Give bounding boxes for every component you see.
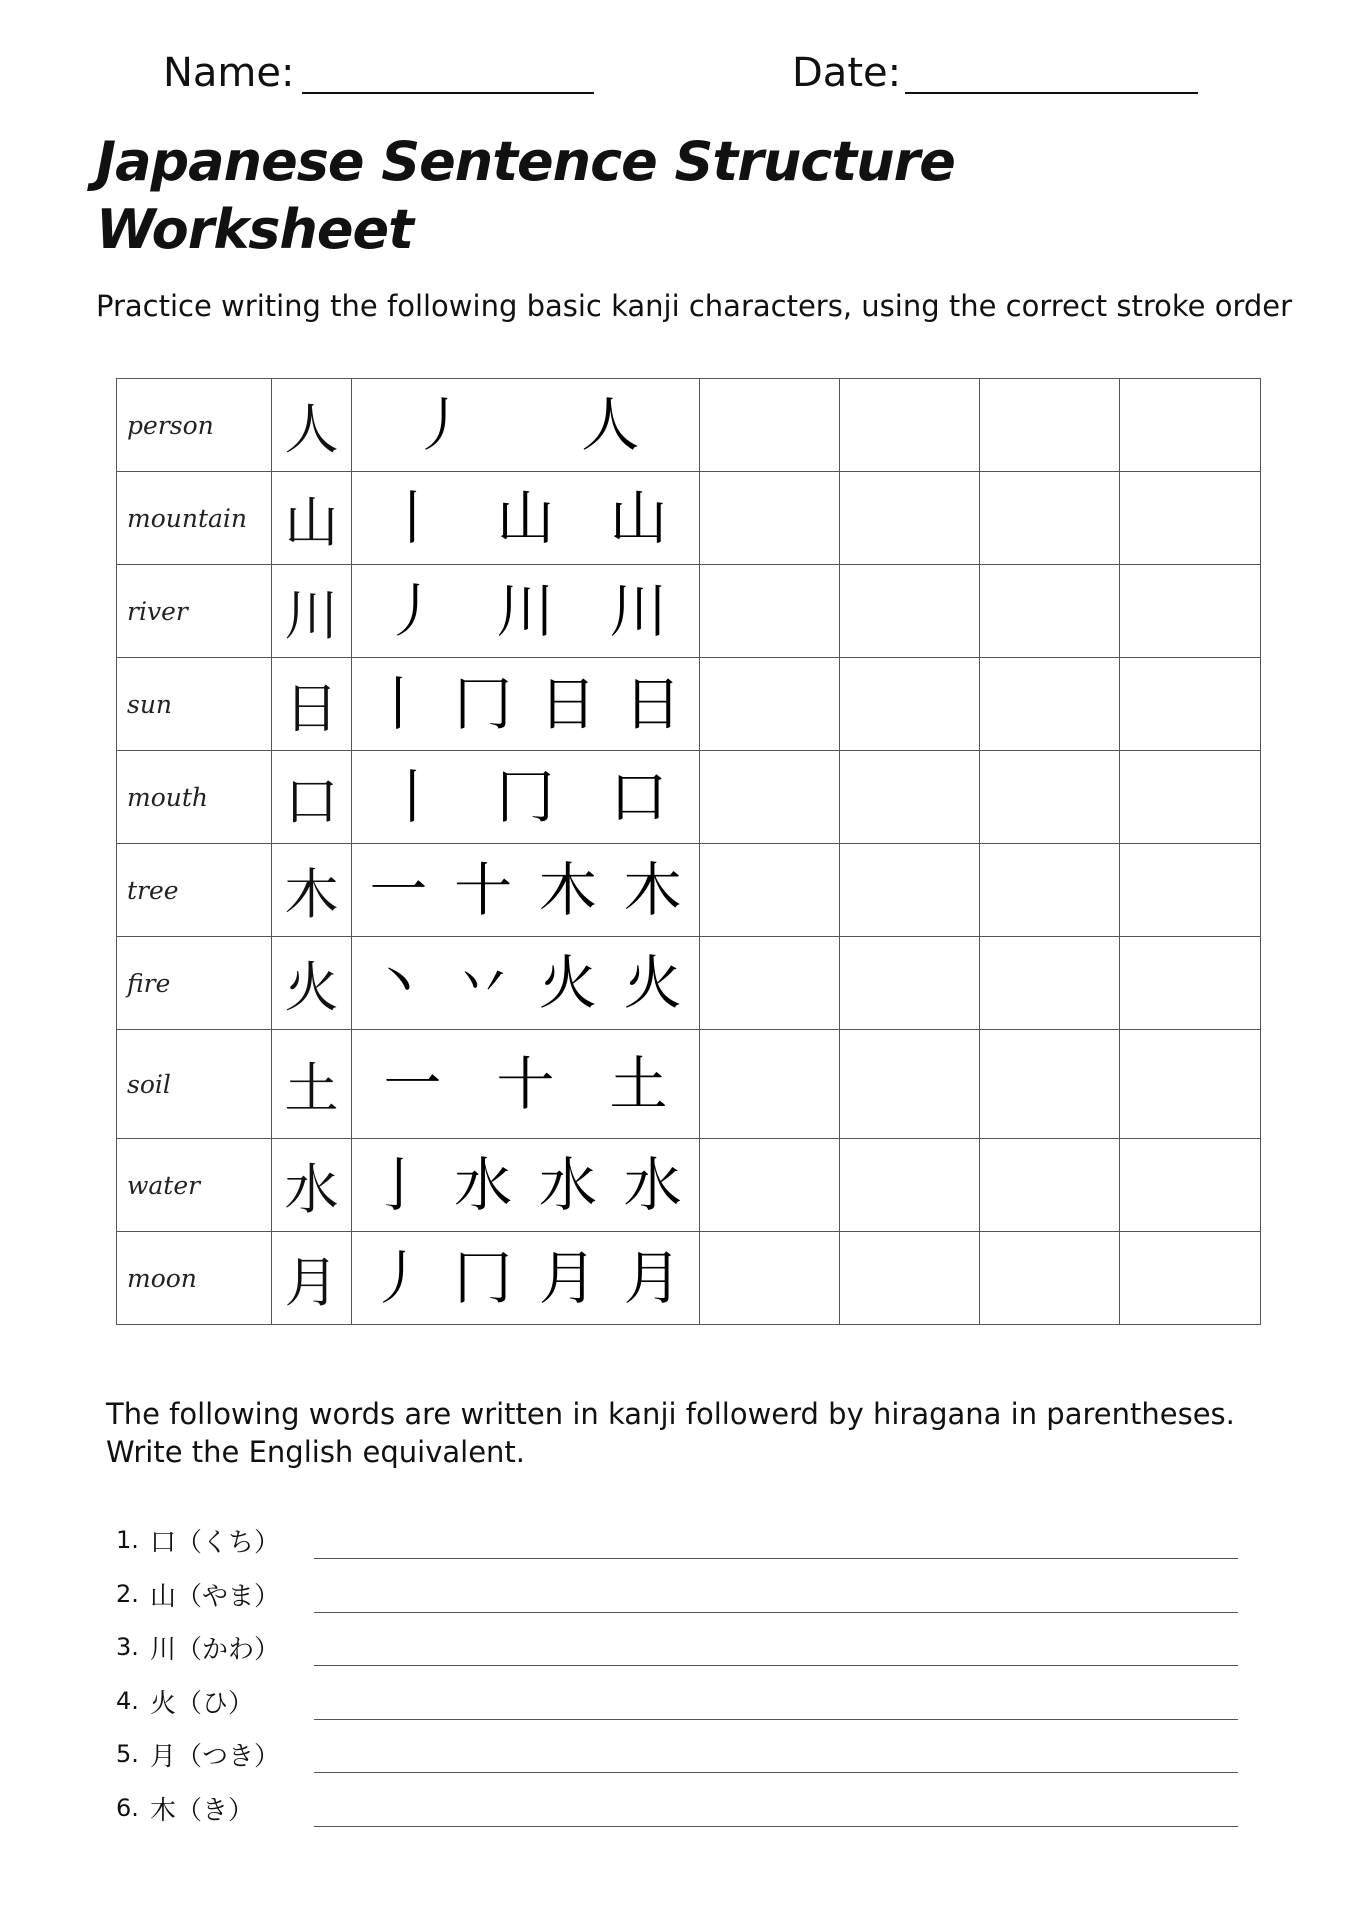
stroke-step: 水 [623, 1151, 682, 1219]
practice-cell[interactable] [700, 1232, 840, 1325]
stroke-step: 一 [383, 1050, 442, 1118]
stroke-step: 火 [538, 949, 597, 1017]
kanji-row [117, 658, 1261, 751]
answer-line[interactable] [314, 1612, 1238, 1613]
stroke-order-steps [352, 391, 699, 459]
practice-cell[interactable] [840, 658, 980, 751]
stroke-order-cell [352, 751, 700, 844]
stroke-order-steps [352, 577, 699, 645]
answer-line[interactable] [314, 1665, 1238, 1666]
stroke-step: 口 [609, 763, 668, 831]
quiz-item [116, 1786, 1246, 1840]
stroke-step: 土 [609, 1050, 668, 1118]
kanji-row [117, 1030, 1261, 1139]
practice-cell[interactable] [1120, 751, 1261, 844]
practice-cell[interactable] [980, 472, 1120, 565]
answer-line[interactable] [314, 1558, 1238, 1559]
quiz-number: 3. [116, 1633, 139, 1661]
practice-cell[interactable] [840, 379, 980, 472]
kanji-meaning: mouth [117, 751, 272, 844]
quiz-item [116, 1679, 1246, 1733]
stroke-step: 月 [538, 1244, 597, 1312]
kanji-meaning: water [117, 1139, 272, 1232]
practice-cell[interactable] [1120, 1030, 1261, 1139]
stroke-order-cell [352, 844, 700, 937]
practice-cell[interactable] [980, 844, 1120, 937]
kanji-character: 水 [272, 1139, 352, 1232]
stroke-step: 丶 [369, 949, 428, 1017]
practice-cell[interactable] [840, 1232, 980, 1325]
kanji-meaning: mountain [117, 472, 272, 565]
kanji-row [117, 1139, 1261, 1232]
practice-cell[interactable] [700, 1139, 840, 1232]
practice-cell[interactable] [980, 658, 1120, 751]
kanji-row [117, 379, 1261, 472]
stroke-step: 川 [496, 577, 555, 645]
practice-cell[interactable] [700, 1030, 840, 1139]
practice-cell[interactable] [700, 751, 840, 844]
practice-cell[interactable] [980, 379, 1120, 472]
stroke-order-steps [352, 763, 699, 831]
stroke-step: 木 [538, 856, 597, 924]
stroke-step: 日 [623, 670, 682, 738]
practice-cell[interactable] [980, 937, 1120, 1030]
stroke-order-cell [352, 565, 700, 658]
quiz-item [116, 1518, 1246, 1572]
stroke-order-steps [352, 856, 699, 924]
quiz-number: 4. [116, 1686, 139, 1715]
kanji-row [117, 472, 1261, 565]
quiz-word: 口（くち） [150, 1528, 281, 1558]
quiz-number: 5. [116, 1740, 139, 1768]
header-row [0, 48, 1358, 108]
stroke-step: 山 [609, 484, 668, 552]
instruction-text-2: The following words are written in kanji followerd by hiragana in parentheses. Write the English equivalent. [106, 1397, 1235, 1469]
practice-cell[interactable] [1120, 937, 1261, 1030]
stroke-step: 冂 [454, 1244, 513, 1312]
quiz-number: 2. [116, 1579, 139, 1608]
stroke-step: 月 [623, 1244, 682, 1312]
stroke-step: 丨 [369, 670, 428, 738]
name-label: Name: [163, 50, 295, 96]
quiz-word: 月（つき） [150, 1742, 281, 1772]
stroke-step: 丿 [411, 391, 470, 459]
answer-line[interactable] [314, 1826, 1238, 1827]
kanji-meaning: fire [117, 937, 272, 1030]
kanji-meaning: sun [117, 658, 272, 751]
stroke-step: 川 [609, 577, 668, 645]
instruction-text-1: Practice writing the following basic kanji characters, using the correct stroke order [96, 289, 1293, 323]
quiz-word: 山（やま） [150, 1581, 281, 1612]
kanji-character: 土 [272, 1030, 352, 1139]
practice-cell[interactable] [980, 1232, 1120, 1325]
stroke-order-cell [352, 379, 700, 472]
stroke-step: 丷 [454, 949, 513, 1017]
stroke-order-cell [352, 472, 700, 565]
practice-cell[interactable] [980, 565, 1120, 658]
translation-quiz-list [116, 1518, 1246, 1839]
kanji-meaning: tree [117, 844, 272, 937]
quiz-number: 6. [116, 1793, 139, 1822]
quiz-item [116, 1572, 1246, 1626]
kanji-meaning: person [117, 379, 272, 472]
practice-cell[interactable] [980, 1030, 1120, 1139]
practice-cell[interactable] [840, 472, 980, 565]
kanji-row [117, 937, 1261, 1030]
stroke-step: 丨 [383, 484, 442, 552]
practice-cell[interactable] [700, 658, 840, 751]
practice-cell[interactable] [980, 1139, 1120, 1232]
kanji-meaning: river [117, 565, 272, 658]
stroke-order-steps [352, 484, 699, 552]
quiz-item [116, 1625, 1246, 1679]
stroke-order-steps [352, 1151, 699, 1219]
practice-cell[interactable] [700, 937, 840, 1030]
practice-cell[interactable] [980, 751, 1120, 844]
answer-line[interactable] [314, 1719, 1238, 1720]
stroke-step: 十 [454, 856, 513, 924]
kanji-meaning: moon [117, 1232, 272, 1325]
stroke-step: 水 [538, 1151, 597, 1219]
kanji-character: 火 [272, 937, 352, 1030]
stroke-step: 丨 [383, 763, 442, 831]
kanji-character: 口 [272, 751, 352, 844]
practice-cell[interactable] [840, 1139, 980, 1232]
stroke-order-cell [352, 937, 700, 1030]
quiz-word: 火（ひ） [150, 1688, 255, 1719]
practice-cell[interactable] [840, 751, 980, 844]
quiz-item [116, 1732, 1246, 1786]
kanji-character: 川 [272, 565, 352, 658]
kanji-character: 日 [272, 658, 352, 751]
stroke-step: 山 [496, 484, 555, 552]
stroke-order-cell [352, 658, 700, 751]
stroke-step: 水 [454, 1151, 513, 1219]
quiz-number: 1. [116, 1526, 139, 1554]
stroke-order-cell [352, 1030, 700, 1139]
kanji-row [117, 751, 1261, 844]
stroke-step: 丿 [383, 577, 442, 645]
kanji-row [117, 844, 1261, 937]
page-title: Japanese Sentence Structure Worksheet [96, 130, 955, 261]
kanji-row [117, 1232, 1261, 1325]
practice-cell[interactable] [1120, 1232, 1261, 1325]
stroke-order-steps [352, 1050, 699, 1118]
stroke-step: 木 [623, 856, 682, 924]
practice-cell[interactable] [700, 844, 840, 937]
practice-cell[interactable] [840, 844, 980, 937]
stroke-order-cell [352, 1232, 700, 1325]
practice-cell[interactable] [1120, 1139, 1261, 1232]
quiz-word: 川（かわ） [150, 1635, 281, 1665]
practice-cell[interactable] [1120, 379, 1261, 472]
date-field-line[interactable] [905, 92, 1198, 94]
stroke-order-steps [352, 949, 699, 1017]
practice-cell[interactable] [700, 565, 840, 658]
practice-cell[interactable] [1120, 844, 1261, 937]
stroke-step: 火 [623, 949, 682, 1017]
stroke-step: 日 [538, 670, 597, 738]
practice-cell[interactable] [840, 565, 980, 658]
practice-cell[interactable] [1120, 472, 1261, 565]
stroke-order-steps [352, 670, 699, 738]
stroke-step: 十 [496, 1050, 555, 1118]
practice-cell[interactable] [1120, 658, 1261, 751]
practice-cell[interactable] [840, 1030, 980, 1139]
stroke-order-steps [352, 1244, 699, 1312]
stroke-step: 人 [581, 391, 640, 459]
kanji-character: 山 [272, 472, 352, 565]
stroke-step: 冂 [496, 763, 555, 831]
practice-cell[interactable] [700, 472, 840, 565]
kanji-character: 人 [272, 379, 352, 472]
stroke-step: 亅 [369, 1151, 428, 1219]
practice-cell[interactable] [840, 937, 980, 1030]
stroke-step: 丿 [369, 1244, 428, 1312]
stroke-step: 冂 [454, 670, 513, 738]
practice-cell[interactable] [1120, 565, 1261, 658]
stroke-order-cell [352, 1139, 700, 1232]
kanji-row [117, 565, 1261, 658]
kanji-meaning: soil [117, 1030, 272, 1139]
kanji-character: 月 [272, 1232, 352, 1325]
answer-line[interactable] [314, 1772, 1238, 1773]
quiz-word: 木（き） [150, 1795, 255, 1826]
practice-cell[interactable] [700, 379, 840, 472]
name-field-line[interactable] [302, 92, 594, 94]
kanji-practice-table [116, 378, 1261, 1325]
date-label: Date: [792, 50, 902, 96]
stroke-step: 一 [369, 856, 428, 924]
kanji-table-body [117, 379, 1261, 1325]
kanji-character: 木 [272, 844, 352, 937]
